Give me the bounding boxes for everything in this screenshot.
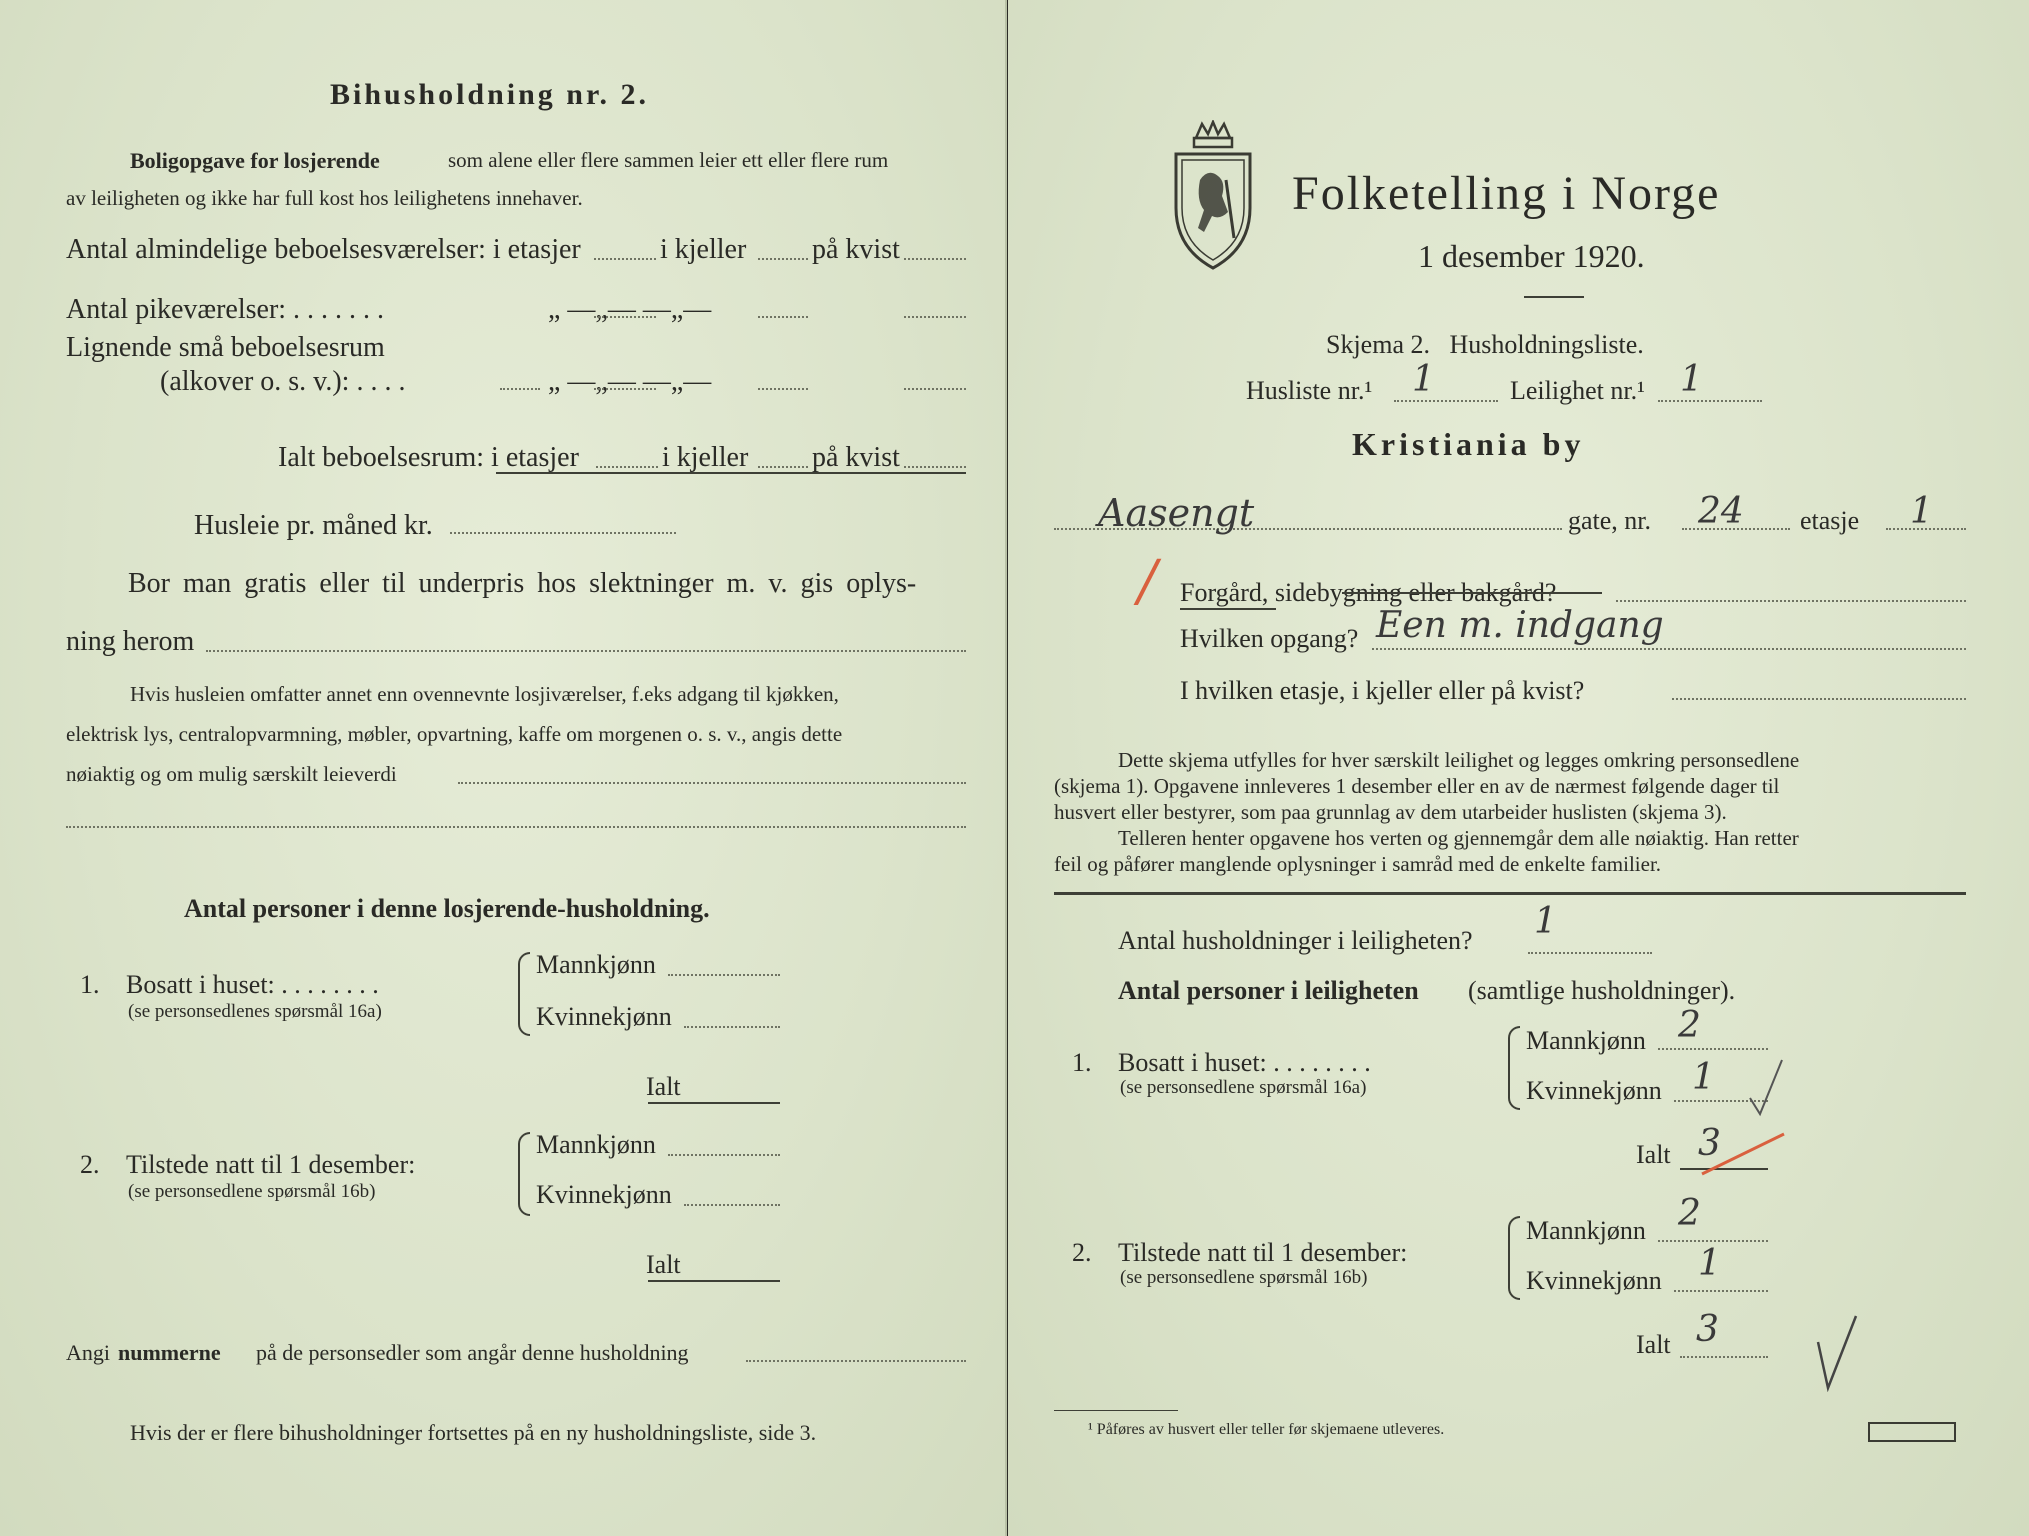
etasje-value: 1 xyxy=(1910,491,1933,532)
total-kvist-label: på kvist xyxy=(812,442,900,473)
q2-mann-field[interactable] xyxy=(668,1154,780,1156)
q1-ialt-field[interactable] xyxy=(648,1102,780,1104)
info-line-1: Dette skjema utfylles for hver særskilt leilighet og legges omkring personsedlene xyxy=(1118,748,1800,772)
rent-field[interactable] xyxy=(450,532,676,534)
q1-brace xyxy=(518,952,530,1036)
husliste-label: Husliste nr.¹ xyxy=(1246,376,1373,405)
persons-heading: Antal personer i denne losjerende-husholdning. xyxy=(184,894,710,923)
gate-label: gate, nr. xyxy=(1568,506,1652,535)
persons-bold: Antal personer i leiligheten xyxy=(1118,976,1419,1005)
small-rooms-etasjer-field[interactable] xyxy=(594,388,656,390)
pike-kvist-field[interactable] xyxy=(904,316,966,318)
extra-field-1[interactable] xyxy=(458,782,966,784)
small-rooms-kjeller-field[interactable] xyxy=(758,388,808,390)
q1-kvinne-label: Kvinnekjønn xyxy=(536,1002,672,1031)
opgang-label: Hvilken opgang? xyxy=(1180,624,1359,653)
pike-etasjer-field[interactable] xyxy=(594,316,656,318)
q2-ialt-field[interactable] xyxy=(648,1280,780,1282)
total-rule xyxy=(496,472,966,474)
rooms-kvist-label: på kvist xyxy=(812,234,900,265)
census-date: 1 desember 1920. xyxy=(1418,238,1645,274)
rooms-label: Antal almindelige beboelsesværelser: i etasjer xyxy=(66,234,581,265)
small-rooms-pre-field[interactable] xyxy=(500,388,540,390)
r-q2-kvinne-label: Kvinnekjønn xyxy=(1526,1266,1662,1295)
persons-rest: (samtlige husholdninger). xyxy=(1468,976,1736,1005)
households-label: Antal husholdninger i leiligheten? xyxy=(1118,926,1473,955)
r-q1-brace xyxy=(1508,1026,1520,1110)
left-title: Bihusholdning nr. 2. xyxy=(330,78,650,111)
final-check-icon xyxy=(1814,1312,1860,1392)
more-households-note: Hvis der er flere bihusholdninger fortsettes på en ny husholdningsliste, side 3. xyxy=(130,1420,817,1445)
extra-line-3: nøiaktig og om mulig særskilt leieverdi xyxy=(66,762,397,786)
r-q2-kvinne-field[interactable] xyxy=(1674,1290,1768,1292)
r-q2-ialt-label: Ialt xyxy=(1636,1330,1671,1359)
opgang-value: Een m. indgang xyxy=(1376,605,1664,646)
r-q1-mann-value: 2 xyxy=(1678,1005,1701,1046)
schema-label: Skjema 2. Husholdningsliste. xyxy=(1326,330,1644,359)
total-kjeller-field[interactable] xyxy=(758,466,808,468)
info-rule xyxy=(1054,892,1966,895)
rooms-kjeller-label: i kjeller xyxy=(660,234,747,265)
r-q2-mann-label: Mannkjønn xyxy=(1526,1216,1646,1245)
forgard-field[interactable] xyxy=(1616,600,1966,602)
total-kjeller-label: i kjeller xyxy=(662,442,749,473)
leilighet-label: Leilighet nr.¹ xyxy=(1510,376,1645,405)
rent-label: Husleie pr. måned kr. xyxy=(194,510,433,541)
rooms-kvist-field[interactable] xyxy=(904,258,966,260)
intro-bold: Boligopgave for losjerende xyxy=(130,148,380,173)
red-check-icon xyxy=(1698,1130,1788,1180)
rooms-etasjer-field[interactable] xyxy=(594,258,656,260)
pike-label: Antal pikeværelser: . . . . . . . xyxy=(66,294,385,325)
r-q2-brace xyxy=(1508,1216,1520,1300)
intro-rest: som alene eller flere sammen leier ett eller flere rum xyxy=(448,148,889,172)
q2-ialt-label: Ialt xyxy=(646,1250,681,1279)
r-q1-number: 1. xyxy=(1072,1048,1092,1077)
right-page xyxy=(1008,0,2029,1536)
q1-ialt-label: Ialt xyxy=(646,1072,681,1101)
r-q1-sub: (se personsedlene spørsmål 16a) xyxy=(1120,1077,1367,1098)
small-rooms-kvist-field[interactable] xyxy=(904,388,966,390)
q1-kvinne-field[interactable] xyxy=(684,1026,780,1028)
leilighet-field[interactable] xyxy=(1658,400,1762,402)
r-q1-kvinne-label: Kvinnekjønn xyxy=(1526,1076,1662,1105)
q1-number: 1. xyxy=(80,970,100,999)
info-line-4: Telleren henter opgavene hos verten og gjennemgår dem alle nøiaktig. Han retter xyxy=(1118,826,1799,850)
q1-mann-label: Mannkjønn xyxy=(536,950,656,979)
husliste-value: 1 xyxy=(1412,359,1435,400)
info-line-2: (skjema 1). Opgavene innleveres 1 desember eller en av de nærmest følgende dager til xyxy=(1054,774,1780,798)
gratis-line-2: ning herom xyxy=(66,626,195,657)
forgard-strike xyxy=(1342,592,1602,594)
r-q1-kvinne-value: 1 xyxy=(1692,1057,1715,1098)
numbers-pre: Angi xyxy=(66,1340,110,1365)
info-line-5: feil og påfører manglende oplysninger i samråd med de enkelte familier. xyxy=(1054,852,1662,876)
r-q2-sub: (se personsedlene spørsmål 16b) xyxy=(1120,1267,1368,1288)
r-q1-mann-label: Mannkjønn xyxy=(1526,1026,1646,1055)
numbers-field[interactable] xyxy=(746,1360,966,1362)
forgard-label: Forgård, sidebygning eller bakgård? xyxy=(1180,578,1557,607)
q2-sub: (se personsedlene spørsmål 16b) xyxy=(128,1181,376,1202)
etasje-label: etasje xyxy=(1800,506,1860,535)
total-rooms-label: Ialt beboelsesrum: i etasjer xyxy=(278,442,579,473)
pike-ditto: „ —„— —„— xyxy=(548,294,712,325)
forgard-underline xyxy=(1180,608,1276,610)
street-value: Aasengt xyxy=(1098,491,1255,535)
numbers-bold: nummerne xyxy=(118,1340,221,1365)
r-q2-kvinne-value: 1 xyxy=(1698,1243,1721,1284)
small-rooms-ditto: „ —„— —„— xyxy=(548,366,712,397)
q2-mann-label: Mannkjønn xyxy=(536,1130,656,1159)
gate-nr-value: 24 xyxy=(1698,491,1744,532)
r-q2-ialt-value: 3 xyxy=(1696,1309,1719,1350)
footnote-rule xyxy=(1054,1410,1178,1411)
footnote: ¹ Påføres av husvert eller teller før skjemaene utleveres. xyxy=(1088,1421,1445,1438)
small-rooms-label-2: (alkover o. s. v.): . . . . xyxy=(160,366,406,397)
tally-check-icon xyxy=(1746,1058,1786,1118)
r-q2-number: 2. xyxy=(1072,1238,1092,1267)
left-page xyxy=(0,0,1007,1536)
r-q1-ialt-value: 3 xyxy=(1698,1123,1721,1164)
gratis-field[interactable] xyxy=(206,650,966,652)
r-q2-mann-value: 2 xyxy=(1678,1193,1701,1234)
intro-line2: av leiligheten og ikke har full kost hos leilighetens innehaver. xyxy=(66,186,583,210)
city-name: Kristiania by xyxy=(1352,426,1585,462)
q1-sub: (se personsedlenes spørsmål 16a) xyxy=(128,1001,382,1022)
households-field[interactable] xyxy=(1528,952,1652,954)
total-kvist-field[interactable] xyxy=(904,466,966,468)
coat-of-arms-icon xyxy=(1168,120,1258,272)
q2-number: 2. xyxy=(80,1150,100,1179)
leilighet-value: 1 xyxy=(1680,359,1703,400)
printer-stamp-icon xyxy=(1868,1422,1956,1442)
q2-label: Tilstede natt til 1 desember: xyxy=(126,1150,416,1179)
numbers-rest: på de personsedler som angår denne husholdning xyxy=(256,1340,689,1365)
extra-line-1: Hvis husleien omfatter annet enn ovennevnte losjiværelser, f.eks adgang til kjøkken, xyxy=(130,682,839,706)
total-etasjer-field[interactable] xyxy=(596,466,658,468)
etasje-question: I hvilken etasje, i kjeller eller på kvist? xyxy=(1180,676,1585,705)
r-q1-label: Bosatt i huset: . . . . . . . . xyxy=(1118,1048,1371,1077)
title-rule xyxy=(1524,296,1584,298)
forgard-mark: / xyxy=(1138,549,1157,614)
households-value: 1 xyxy=(1534,901,1557,942)
r-q1-ialt-label: Ialt xyxy=(1636,1140,1671,1169)
extra-line-2: elektrisk lys, centralopvarmning, møbler, opvartning, kaffe om morgenen o. s. v., angis dette xyxy=(66,722,843,746)
etasje-question-field[interactable] xyxy=(1672,698,1966,700)
q2-kvinne-field[interactable] xyxy=(684,1204,780,1206)
r-q2-ialt-field[interactable] xyxy=(1680,1356,1768,1358)
q1-label: Bosatt i huset: . . . . . . . . xyxy=(126,970,379,999)
husliste-field[interactable] xyxy=(1394,400,1498,402)
gratis-line-1: Bor man gratis eller til underpris hos slektninger m. v. gis oplys- xyxy=(128,568,917,599)
small-rooms-label-1: Lignende små beboelsesrum xyxy=(66,332,385,363)
r-q2-mann-field[interactable] xyxy=(1658,1240,1768,1242)
info-line-3: husvert eller bestyrer, som paa grunnlag av dem utarbeider huslisten (skjema 3). xyxy=(1054,800,1727,824)
pike-kjeller-field[interactable] xyxy=(758,316,808,318)
q1-mann-field[interactable] xyxy=(668,974,780,976)
opgang-field[interactable] xyxy=(1372,648,1966,650)
q2-kvinne-label: Kvinnekjønn xyxy=(536,1180,672,1209)
extra-field-2[interactable] xyxy=(66,826,966,828)
r-q1-mann-field[interactable] xyxy=(1658,1048,1768,1050)
right-title: Folketelling i Norge xyxy=(1292,167,1721,220)
q2-brace xyxy=(518,1132,530,1216)
rooms-kjeller-field[interactable] xyxy=(758,258,808,260)
r-q2-label: Tilstede natt til 1 desember: xyxy=(1118,1238,1408,1267)
